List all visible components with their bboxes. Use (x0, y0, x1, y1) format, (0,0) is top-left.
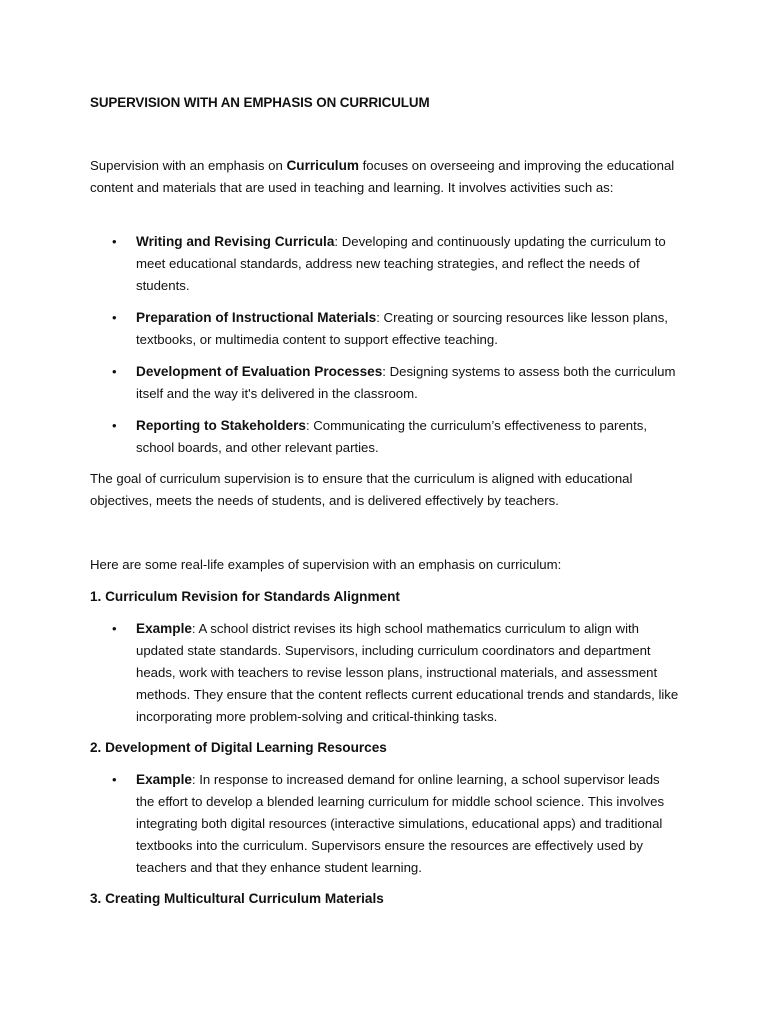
example-heading-3: 3. Creating Multicultural Curriculum Materials (90, 891, 384, 906)
list-item (90, 307, 680, 351)
activity-term: Development of Evaluation Processes (136, 364, 383, 379)
list-item (90, 361, 680, 405)
bullet-icon: • (112, 621, 117, 636)
activity-text: : Developing and continuously updating the curriculum to meet educational standards, address new teaching strategies, and reflect the needs of students. (136, 234, 666, 293)
intro-paragraph (90, 155, 680, 199)
example-text: : A school district revises its high school mathematics curriculum to align with updated state standards. Supervisors, including curriculum coordinators and department heads, work with teachers to revise lesson plans, instructional materials, and assessment methods. They ensure that the content reflects current educational trends and standards, like incorporating more problem-solving and critical-thinking tasks. (136, 621, 679, 724)
bullet-icon: • (112, 234, 117, 249)
example-term: Example (136, 621, 192, 636)
example-heading-1: 1. Curriculum Revision for Standards Alignment (90, 589, 400, 604)
list-item (90, 415, 680, 459)
activity-text: : Creating or sourcing resources like lesson plans, textbooks, or multimedia content to support effective teaching. (136, 310, 668, 347)
activities-list (90, 231, 680, 469)
activity-text: : Communicating the curriculum’s effectiveness to parents, school boards, and other relevant parties. (136, 418, 648, 455)
examples-intro-paragraph: Here are some real-life examples of supervision with an emphasis on curriculum: (90, 557, 562, 572)
activity-term: Preparation of Instructional Materials (136, 310, 377, 325)
activity-term: Reporting to Stakeholders (136, 418, 306, 433)
activity-text: : Designing systems to assess both the curriculum itself and the way it's delivered in the classroom. (136, 364, 676, 401)
list-item (90, 769, 680, 879)
document-title: SUPERVISION WITH AN EMPHASIS ON CURRICULUM (90, 95, 430, 110)
activity-term: Writing and Revising Curricula (136, 234, 335, 249)
goal-paragraph: The goal of curriculum supervision is to ensure that the curriculum is aligned with educational objectives, meets the needs of students, and is delivered effectively by teachers. (90, 471, 633, 508)
bullet-icon: • (112, 772, 117, 787)
intro-text-before: Supervision with an emphasis on (90, 158, 287, 173)
bullet-icon: • (112, 418, 117, 433)
list-item (90, 231, 680, 297)
example-term: Example (136, 772, 192, 787)
bullet-icon: • (112, 364, 117, 379)
intro-text-after: focuses on overseeing and improving the educational content and materials that are used in teaching and learning. It involves activities such as: (90, 158, 675, 195)
example-heading-2: 2. Development of Digital Learning Resources (90, 740, 387, 755)
example-text: : In response to increased demand for online learning, a school supervisor leads the effort to develop a blended learning curriculum for middle school science. This involves integrating both digital resources (interactive simulations, educational apps) and traditional textbooks into the curriculum. Supervisors ensure the resources are effectively used by teachers and that they enhance student learning. (136, 772, 665, 875)
list-item (90, 618, 680, 728)
intro-term: Curriculum (286, 158, 359, 173)
example-2-list (90, 769, 680, 879)
example-1-list (90, 618, 680, 728)
bullet-icon: • (112, 310, 117, 325)
